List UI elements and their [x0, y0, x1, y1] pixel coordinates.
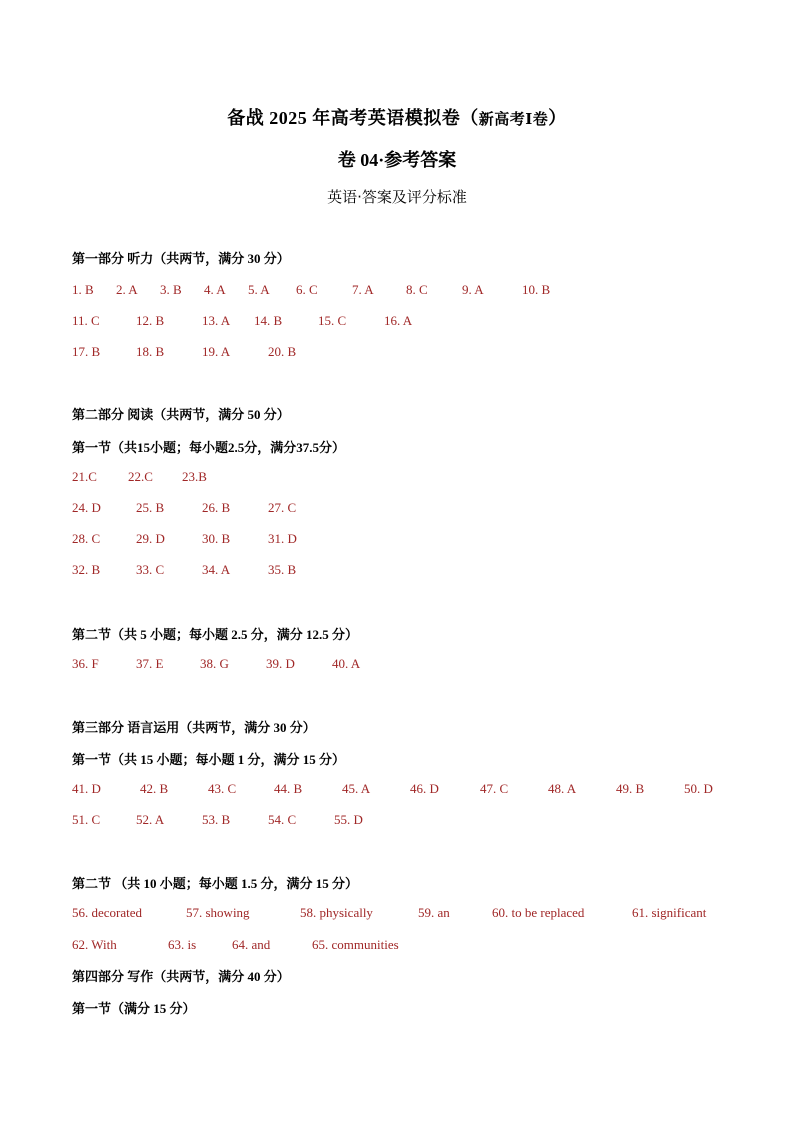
answer-item: 48. A: [548, 781, 577, 796]
title-main: 备战 2025 年高考英语模拟卷（: [227, 108, 479, 128]
answer-item: 25. B: [136, 500, 165, 515]
answer-item: 34. A: [202, 562, 231, 577]
answer-item: 45. A: [342, 781, 371, 796]
answer-item: 13. A: [202, 313, 231, 328]
answer-item: 21.C: [72, 469, 97, 484]
answer-item: 50. D: [684, 781, 713, 796]
answer-item: 1. B: [72, 282, 94, 297]
document-title: [0, 104, 794, 130]
part2-section1-heading: 第一节（共15小题；每小题2.5分，满分37.5分）: [72, 440, 346, 455]
part3-heading: 第三部分 语言运用（共两节，满分 30 分）: [72, 720, 316, 735]
answer-item: 33. C: [136, 562, 165, 577]
answer-item: 4. A: [204, 282, 226, 297]
answer-item: 64. and: [232, 937, 271, 952]
answer-item: 5. A: [248, 282, 270, 297]
answer-item: 14. B: [254, 313, 283, 328]
answer-item: 16. A: [384, 313, 413, 328]
part1-heading: 第一部分 听力（共两节，满分 30 分）: [72, 251, 290, 266]
answer-item: 32. B: [72, 562, 101, 577]
answer-item: 61. significant: [632, 905, 707, 920]
answer-item: 40. A: [332, 656, 361, 671]
answer-item: 36. F: [72, 656, 99, 671]
answer-item: 29. D: [136, 531, 165, 546]
answer-item: 12. B: [136, 313, 165, 328]
answer-item: 27. C: [268, 500, 297, 515]
answer-item: 65. communities: [312, 937, 399, 952]
answer-item: 49. B: [616, 781, 645, 796]
answer-item: 62. With: [72, 937, 117, 952]
answer-item: 56. decorated: [72, 905, 143, 920]
answer-item: 55. D: [334, 812, 363, 827]
answer-item: 3. B: [160, 282, 182, 297]
answer-item: 35. B: [268, 562, 297, 577]
answer-item: 52. A: [136, 812, 165, 827]
answer-item: 47. C: [480, 781, 509, 796]
answer-item: 28. C: [72, 531, 101, 546]
document-subtitle-2: 英语·答案及评分标准: [327, 188, 467, 206]
answer-item: 58. physically: [300, 905, 373, 920]
title-close: ）: [548, 108, 567, 128]
answer-item: 41. D: [72, 781, 101, 796]
answer-item: 42. B: [140, 781, 169, 796]
answer-item: 38. G: [200, 656, 229, 671]
answer-item: 43. C: [208, 781, 237, 796]
answer-item: 23.B: [182, 469, 207, 484]
answer-item: 7. A: [352, 282, 374, 297]
answer-item: 59. an: [418, 905, 450, 920]
answer-item: 24. D: [72, 500, 101, 515]
answer-item: 17. B: [72, 344, 101, 359]
answer-item: 60. to be replaced: [492, 905, 585, 920]
answer-item: 18. B: [136, 344, 165, 359]
part3-section2-heading: 第二节 （共 10 小题；每小题 1.5 分，满分 15 分）: [72, 876, 359, 891]
answer-item: 31. D: [268, 531, 297, 546]
answer-item: 37. E: [136, 656, 164, 671]
answer-item: 30. B: [202, 531, 231, 546]
answer-item: 6. C: [296, 282, 318, 297]
answer-item: 11. C: [72, 313, 100, 328]
answer-item: 9. A: [462, 282, 484, 297]
answer-item: 15. C: [318, 313, 347, 328]
answer-item: 57. showing: [186, 905, 250, 920]
title-sub: 新高考Ⅰ卷: [478, 112, 549, 128]
answer-item: 22.C: [128, 469, 153, 484]
answer-item: 2. A: [116, 282, 138, 297]
document-subtitle: 卷 04·参考答案: [337, 150, 457, 170]
answer-item: 53. B: [202, 812, 231, 827]
answer-item: 10. B: [522, 282, 551, 297]
answer-item: 19. A: [202, 344, 231, 359]
answer-item: 26. B: [202, 500, 231, 515]
answer-item: 63. is: [168, 937, 197, 952]
answer-item: 20. B: [268, 344, 297, 359]
answer-item: 46. D: [410, 781, 439, 796]
answer-item: 8. C: [406, 282, 428, 297]
answer-item: 54. C: [268, 812, 297, 827]
part2-heading: 第二部分 阅读（共两节，满分 50 分）: [72, 407, 290, 422]
answer-item: 44. B: [274, 781, 303, 796]
answer-item: 39. D: [266, 656, 295, 671]
part4-heading: 第四部分 写作（共两节，满分 40 分）: [72, 969, 290, 984]
part4-section1-heading: 第一节（满分 15 分）: [72, 1001, 196, 1016]
answer-item: 51. C: [72, 812, 101, 827]
part2-section2-heading: 第二节（共 5 小题；每小题 2.5 分，满分 12.5 分）: [72, 627, 359, 642]
part3-section1-heading: 第一节（共 15 小题；每小题 1 分，满分 15 分）: [72, 752, 346, 767]
